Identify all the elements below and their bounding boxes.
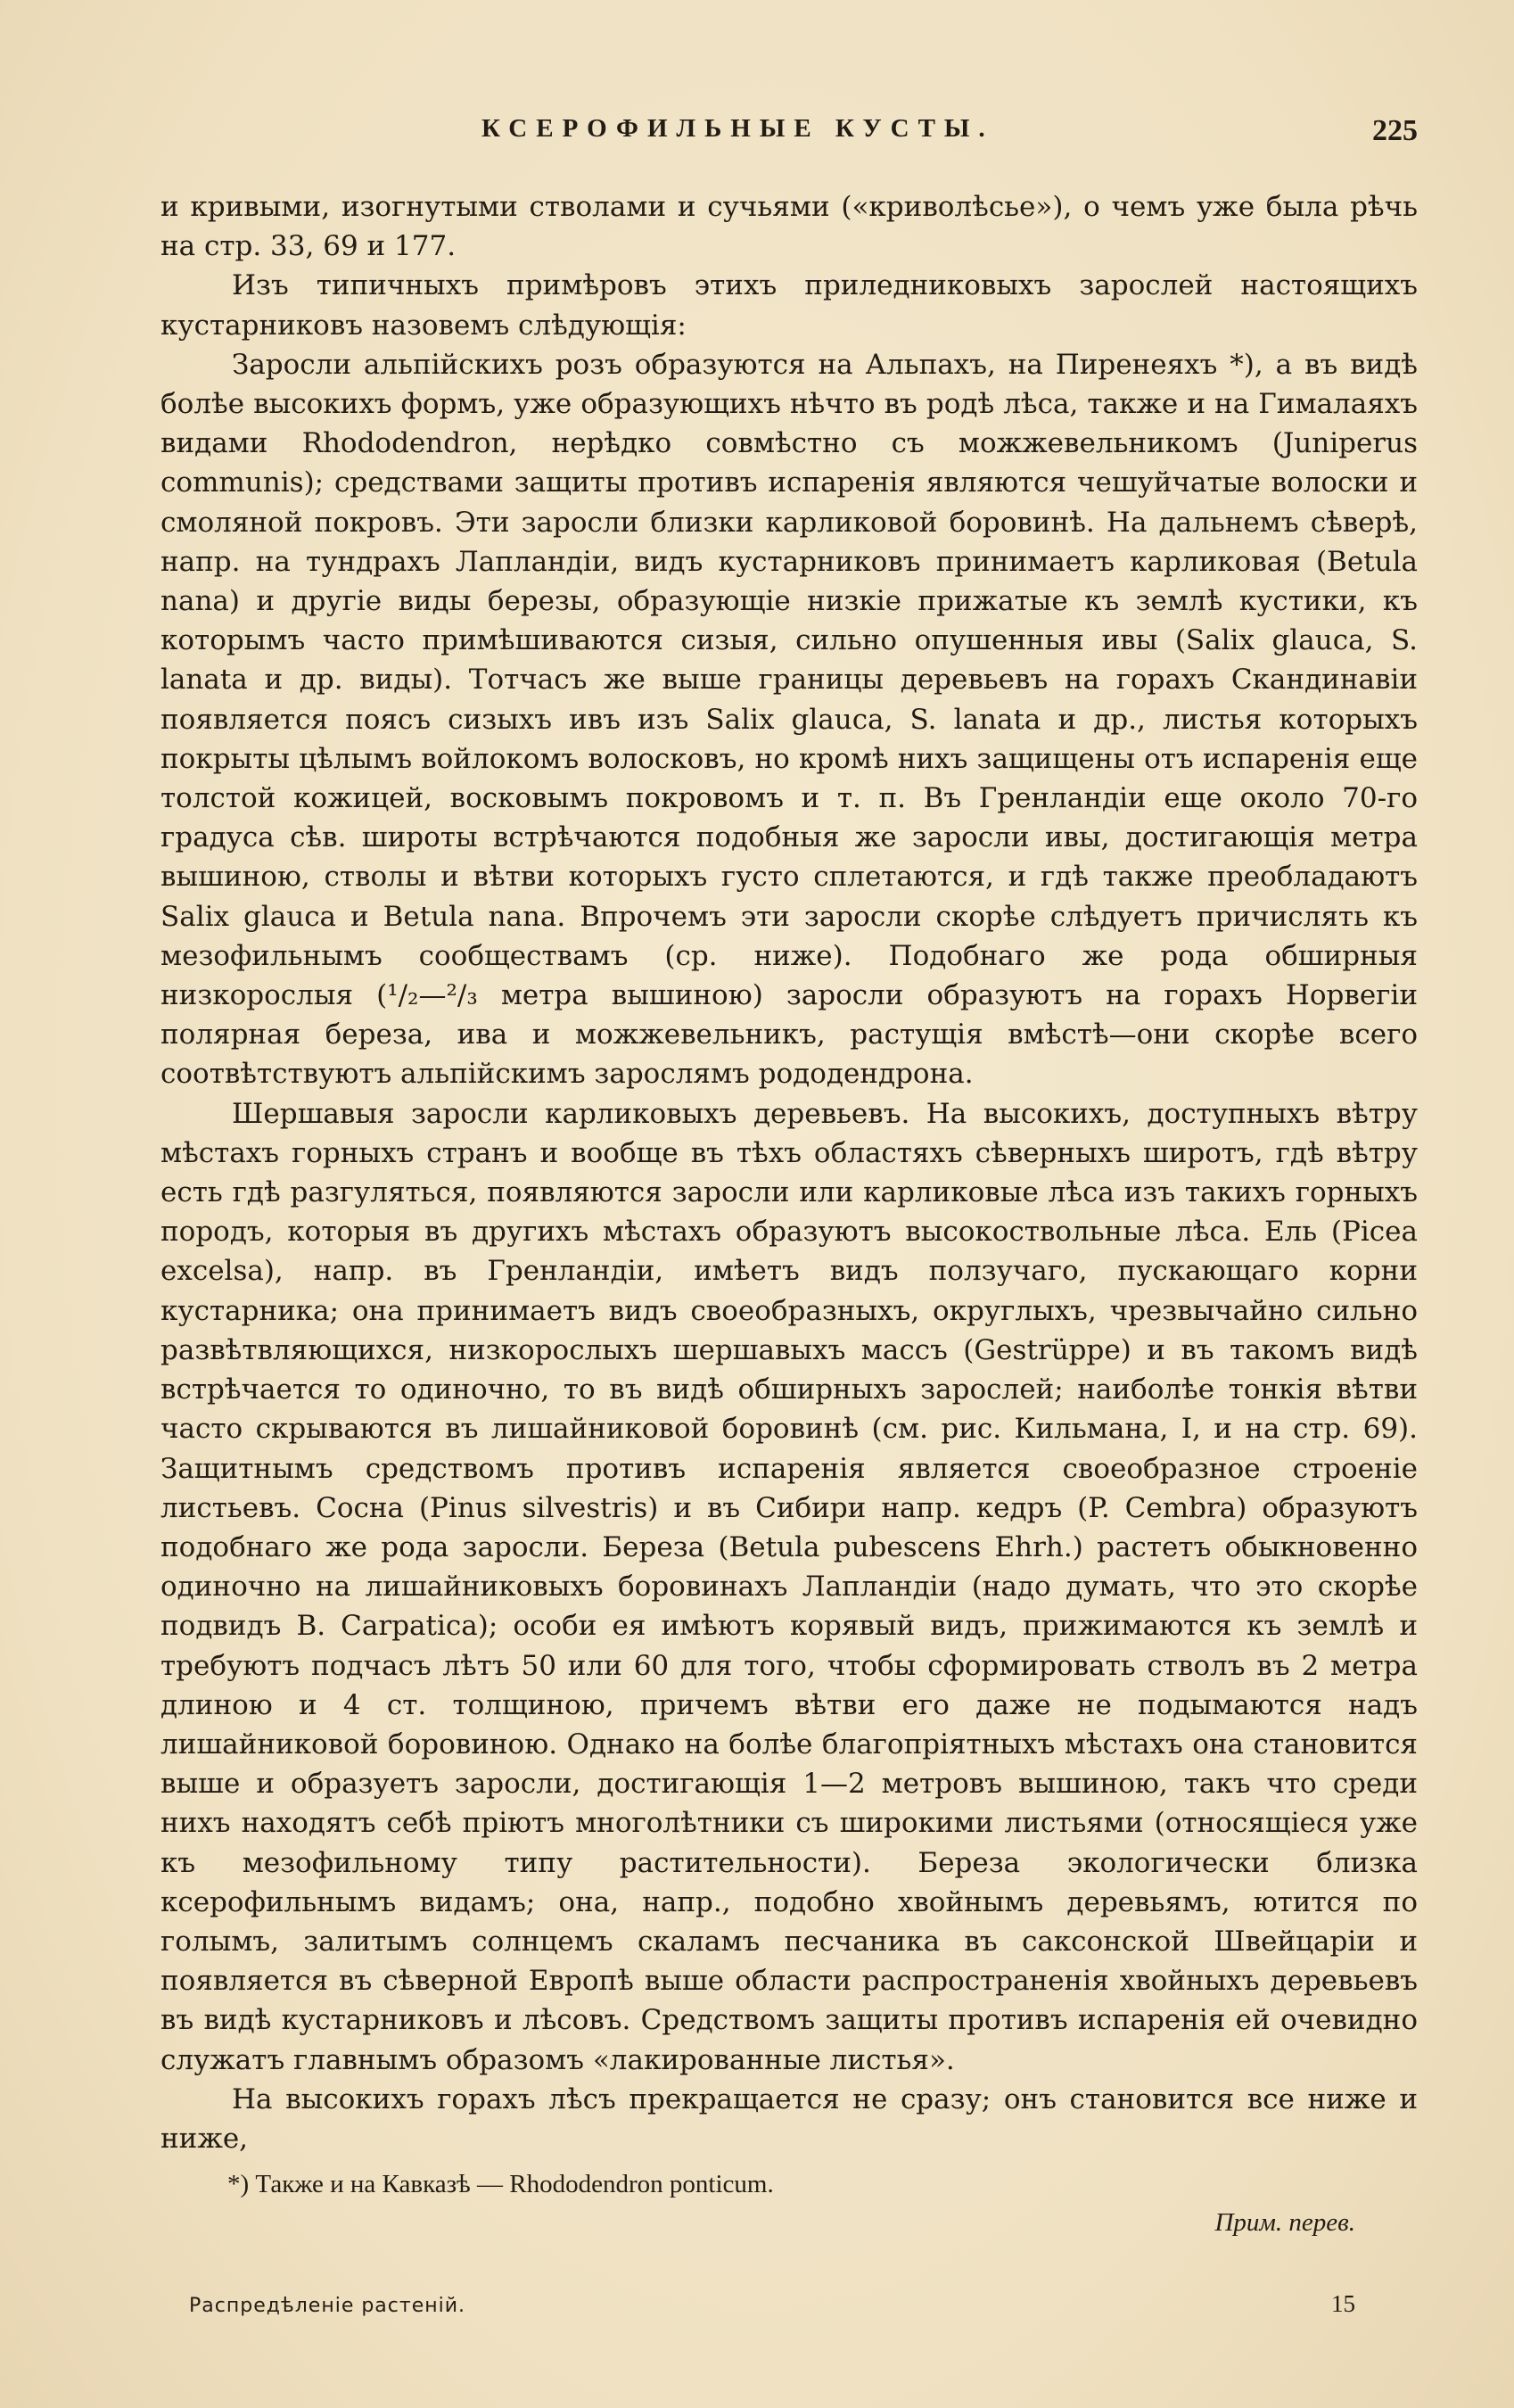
paragraph-examples-intro: Изъ типичныхъ примѣровъ этихъ приледниковыхъ зарослей настоящихъ кустарниковъ назовемъ слѣдующія: <box>160 269 1418 342</box>
paragraph-alpine-roses: Заросли альпійскихъ розъ образуются на Альпахъ, на Пиренеяхъ *), а въ видѣ болѣе высокихъ формъ, уже образующихъ нѣчто въ родѣ лѣса, также и на Гималаяхъ видами Rhododendron, нерѣдко совмѣстно съ можжевельникомъ (Juniperus communis); средствами защиты противъ испаренія являются чешуйчатые волоски и смоляной покровъ. Эти заросли близки карликовой боровинѣ. На дальнемъ сѣверѣ, напр. на тундрахъ Лапландіи, видъ кустарниковъ принимаетъ карликовая (Betula nana) и другіе виды березы, образующіе низкіе прижатые къ землѣ кустики, къ которымъ часто примѣшиваются сизыя, сильно опушенныя ивы (Salix glauca, S. lanata и др. виды). Тотчасъ же выше границы деревьевъ на горахъ Скандинавіи появляется поясъ сизыхъ ивъ изъ Salix glauca, S. lanata и др., листья которыхъ покрыты цѣлымъ войлокомъ волосковъ, но кромѣ нихъ защищены отъ испаренія еще толстой кожицей, восковымъ покровомъ и т. п. Въ Гренландіи еще около 70-го градуса сѣв. широты встрѣчаются подобныя же заросли ивы, достигающія метра вышиною, стволы и вѣтви которыхъ густо сплетаются, и гдѣ также преобладаютъ Salix glauca и Betula nana. Впрочемъ эти заросли скорѣе слѣдуетъ причислять къ мезофильнымъ сообществамъ (ср. ниже). Подобнаго же рода обширныя низкорослыя (¹/₂—²/₃ метра вышиною) заросли образуютъ на горахъ Норвегіи полярная береза, ива и можжевельникъ, растущія вмѣстѣ—они скорѣе всего соотвѣтствуютъ альпійскимъ зарослямъ рододендрона. <box>160 348 1418 1091</box>
paragraph-dwarf-trees: Шершавыя заросли карликовыхъ деревьевъ. На высокихъ, доступныхъ вѣтру мѣстахъ горныхъ странъ и вообще въ тѣхъ областяхъ сѣверныхъ широтъ, гдѣ вѣтру есть гдѣ разгуляться, появляются заросли или карликовые лѣса изъ такихъ горныхъ породъ, которыя въ другихъ мѣстахъ образуютъ высокоствольные лѣса. Ель (Picea excelsa), напр. въ Гренландіи, имѣетъ видъ ползучаго, пускающаго корни кустарника; она принимаетъ видъ своеобразныхъ, округлыхъ, чрезвычайно сильно развѣтвляющихся, низкорослыхъ шершавыхъ массъ (Gestrüppe) и въ такомъ видѣ встрѣчается то одиночно, то въ видѣ обширныхъ зарослей; наиболѣе тонкія вѣтви часто скрываются въ лишайниковой боровинѣ (см. рис. Кильмана, I, и на стр. 69). Защитнымъ средствомъ противъ испаренія является своеобразное строеніе листьевъ. Сосна (Pinus silvestris) и въ Сибири напр. кедръ (P. Cembra) образуютъ подобнаго же рода заросли. Береза (Betula pubescens Ehrh.) растетъ обыкновенно одиночно на лишайниковыхъ боровинахъ Лапландіи (надо думать, что это скорѣе подвидъ B. Carpatica); особи ея имѣютъ корявый видъ, прижимаются къ землѣ и требуютъ подчасъ лѣтъ 50 или 60 для того, чтобы сформировать стволъ въ 2 метра длиною и 4 ст. толщиною, причемъ вѣтви его даже не подымаются надъ лишайниковой боровиною. Однако на болѣе благопріятныхъ мѣстахъ она становится выше и образуетъ заросли, достигающія 1—2 метровъ вышиною, такъ что среди нихъ находятъ себѣ пріютъ многолѣтники съ широкими листьями (относящіеся уже къ мезофильному типу растительности). Береза экологически близка ксерофильнымъ видамъ; она, напр., подобно хвойнымъ деревьямъ, ютится по голымъ, залитымъ солнцемъ скаламъ песчаника въ саксонской Швейцаріи и появляется въ сѣверной Европѣ выше области распространенія хвойныхъ деревьевъ въ видѣ кустарниковъ и лѣсовъ. Средствомъ защиты противъ испаренія ей очевидно служатъ главнымъ образомъ «лакированные листья». <box>160 1097 1418 2076</box>
page-number: 225 <box>1372 114 1418 147</box>
paragraph-high-mountains: На высокихъ горахъ лѣсъ прекращается не сразу; онъ становится все ниже и ниже, <box>160 2082 1418 2155</box>
body-text <box>160 187 1418 2158</box>
sheet-number: 15 <box>1331 2290 1355 2317</box>
printer-signature: Распредѣленіе растеній. <box>189 2295 466 2317</box>
translator-note: Прим. перев. <box>1214 2208 1355 2237</box>
page-header <box>160 114 1418 159</box>
footnote: *) Также и на Кавказѣ — Rhododendron ponticum. <box>227 2170 774 2198</box>
paragraph-continuation: и кривыми, изогнутыми стволами и сучьями («криволѣсье»), о чемъ уже была рѣчь на стр. 33, 69 и 177. <box>160 191 1418 263</box>
running-title: КСЕРОФИЛЬНЫЕ КУСТЫ. <box>481 114 994 143</box>
